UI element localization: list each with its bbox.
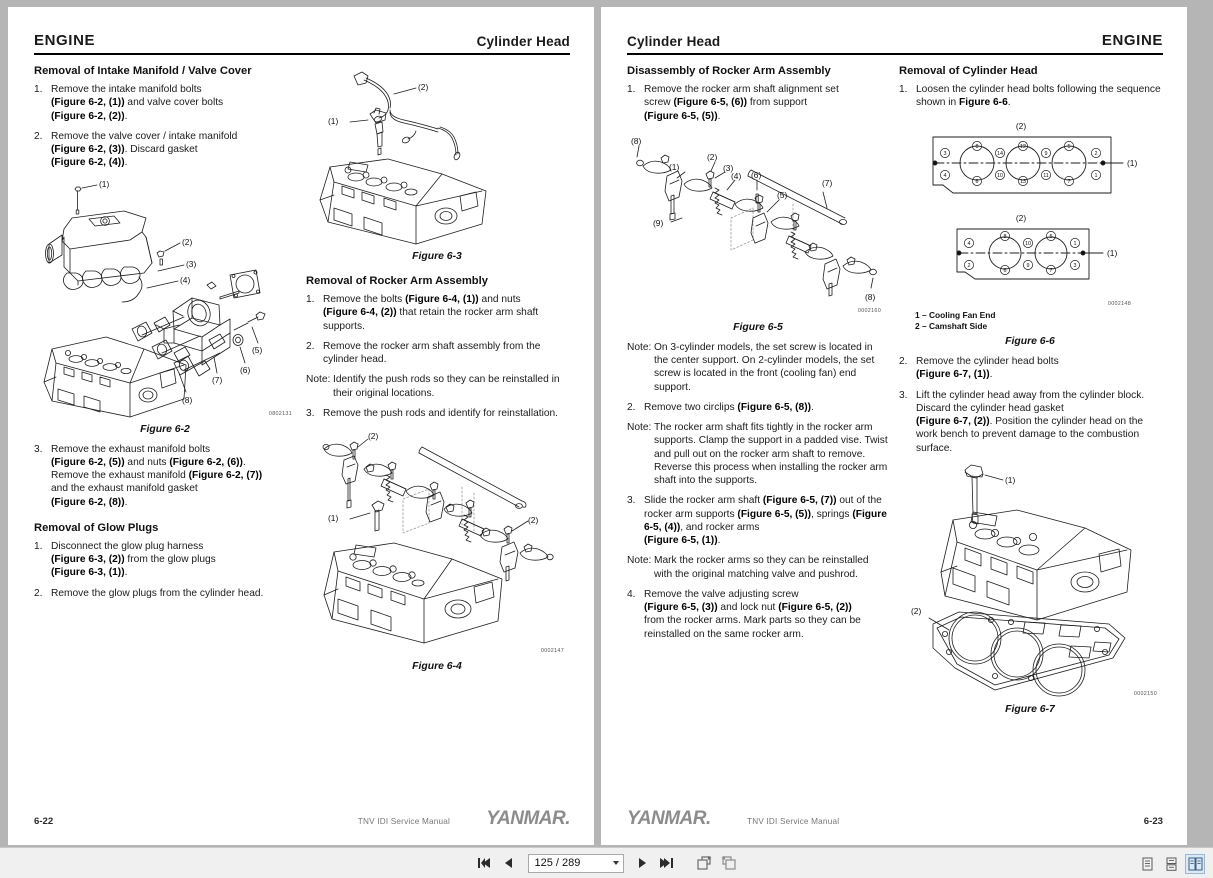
note-text: The rocker arm shaft fits tightly in the rocker arm supports. Clamp the support in a padded vise. Twist and pull out on the rocker arm shaft to remove. Reverse this process when installing the rocker arm shaft into the supports. (654, 422, 888, 486)
step-text (51, 443, 296, 509)
note-label: Note: (627, 341, 652, 353)
svg-text:6: 6 (1003, 267, 1007, 274)
step-text (916, 355, 1161, 382)
svg-text:(2): (2) (368, 431, 379, 441)
step-number: 2. (34, 587, 43, 599)
running-head-section: ENGINE (1101, 32, 1163, 49)
t: . (124, 496, 128, 508)
chevron-down-icon[interactable] (613, 861, 619, 865)
step-text (644, 588, 889, 641)
yanmar-logo: YANMAR. (486, 808, 570, 829)
t: and lock nut (717, 602, 779, 613)
t: Loosen the cylinder head bolts following the sequence shown in (916, 84, 1161, 109)
fig-ref: (Figure 6-2, (8)) (51, 496, 125, 508)
step-item (899, 83, 1161, 110)
svg-text:(8): (8) (865, 291, 876, 302)
fig-ref: (Figure 6-7, (2)) (916, 416, 990, 428)
single-page-icon (1141, 857, 1154, 871)
fig-ref: (Figure 6-5, (3)) (644, 602, 718, 613)
t: . (717, 535, 721, 546)
step-number: 3. (306, 407, 315, 419)
fig-ref: (Figure 6-2, (5)) (51, 456, 125, 468)
heading-removal-glow-plugs: Removal of Glow Plugs (34, 521, 159, 534)
step-item (627, 401, 889, 414)
step-item (899, 389, 1161, 455)
running-head-topic: Cylinder Head (627, 34, 721, 49)
previous-page-icon (503, 857, 515, 869)
fig-ref: (Figure 6-2, (3)) (51, 144, 125, 155)
svg-text:7: 7 (1067, 178, 1071, 185)
figure-part-number: 0002160 (857, 307, 881, 314)
continuous-scroll-view-button[interactable] (1161, 854, 1181, 874)
svg-text:3: 3 (943, 150, 947, 157)
fig-ref: (Figure 6-3, (1)) (51, 567, 125, 579)
figure-6-4-drawing (306, 427, 568, 659)
t: Remove the valve adjusting screw (644, 588, 799, 600)
svg-text:10: 10 (997, 172, 1003, 179)
figure-part-number: 0002148 (1107, 301, 1131, 308)
t: from the glow plugs (124, 554, 216, 565)
svg-text:7: 7 (1049, 267, 1053, 274)
fig-ref: Figure 6-6 (959, 97, 1008, 109)
svg-text:(6): (6) (751, 169, 762, 180)
fig-ref: (Figure 6-5, (5)) (644, 110, 718, 122)
page-number-input[interactable] (528, 854, 624, 873)
t: from support (747, 97, 808, 109)
toolbar-navigation-group (477, 854, 737, 873)
svg-text:(9): (9) (653, 217, 664, 228)
running-head-topic: Cylinder Head (476, 34, 570, 49)
toolbar-view-modes (1137, 848, 1205, 878)
left-page-column-2 (306, 64, 568, 680)
svg-text:2: 2 (1094, 150, 1098, 157)
fig-ref: (Figure 6-5, (1)) (644, 535, 718, 546)
figure-6-7-drawing (899, 462, 1161, 702)
svg-text:(7): (7) (822, 177, 833, 188)
t: , and rocker arms (680, 521, 760, 533)
step-number: 1. (34, 540, 43, 552)
figure-6-6 (899, 117, 1161, 348)
note-text: On 3-cylinder models, the set screw is located in the center support. On 2-cylinder models, the set screw is located in the front (cooling fan) end support. (654, 341, 875, 393)
note-label: Note: (627, 555, 652, 567)
svg-text:14: 14 (997, 150, 1003, 157)
figure-6-5-drawing (627, 130, 889, 320)
svg-text:1: 1 (1094, 172, 1098, 179)
step-text (51, 83, 296, 123)
figure-6-3-caption: Figure 6-3 (412, 251, 462, 262)
svg-text:(8): (8) (182, 394, 193, 405)
svg-text:12: 12 (1020, 143, 1026, 150)
next-page-button[interactable] (634, 854, 651, 873)
svg-text:9: 9 (1044, 150, 1048, 157)
svg-text:6: 6 (975, 178, 979, 185)
t: . (1007, 97, 1011, 109)
svg-text:(2): (2) (418, 82, 429, 92)
svg-text:(2): (2) (911, 605, 922, 616)
figure-6-2 (34, 177, 296, 435)
fig-ref: (Figure 6-4, (2)) (323, 307, 397, 319)
figure-6-6-caption: Figure 6-6 (1005, 336, 1055, 348)
t: Disconnect the glow plug harness (51, 540, 204, 552)
t: out of the rocker arm supports (644, 495, 882, 520)
t: from the rocker arms. Mark parts so they can be reinstalled on the same rocker arm. (644, 615, 861, 640)
running-head-section: ENGINE (34, 32, 96, 49)
step-item (627, 83, 889, 123)
fig-ref: (Figure 6-5, (7)) (762, 495, 837, 507)
heading-removal-cylinder-head: Removal of Cylinder Head (899, 65, 1038, 77)
step-number: 3. (627, 495, 636, 507)
next-page-icon (636, 857, 648, 869)
note-text: Identify the push rods so they can be reinstalled in their original locations. (333, 374, 560, 399)
svg-text:(2): (2) (1015, 212, 1027, 223)
left-page-column-1 (34, 64, 296, 607)
step-text (323, 293, 568, 333)
figure-6-7 (899, 462, 1161, 715)
step-item (34, 587, 296, 600)
first-page-button[interactable] (477, 854, 494, 873)
svg-text:(2): (2) (182, 236, 193, 247)
figure-6-4 (306, 427, 568, 672)
fig-ref: (Figure 6-2, (4)) (51, 157, 125, 169)
fig-ref: (Figure 6-7, (1)) (916, 369, 990, 381)
step-item (306, 407, 568, 420)
step-item (306, 293, 568, 333)
t: that retain the rocker arm shaft (396, 307, 539, 319)
svg-text:5: 5 (1067, 143, 1071, 150)
note-label: Note: (627, 422, 652, 433)
svg-text:1: 1 (1073, 240, 1077, 247)
heading-removal-intake-manifold: Removal of Intake Manifold / Valve Cover (34, 65, 252, 77)
step-text: Remove the glow plugs from the cylinder head. (51, 587, 264, 599)
step-text (644, 401, 889, 414)
rotate-cw-icon (721, 856, 736, 870)
svg-text:9: 9 (1026, 262, 1030, 269)
step-number: 1. (306, 294, 315, 305)
svg-text:(1): (1) (328, 513, 339, 523)
t: and the exhaust manifold gasket (51, 483, 198, 495)
note-item (306, 373, 568, 400)
figure-6-3-drawing (306, 64, 568, 249)
figure-6-3 (306, 64, 568, 262)
svg-text:(2): (2) (528, 515, 539, 525)
svg-text:(1): (1) (99, 178, 110, 189)
continuous-scroll-icon (1165, 857, 1178, 871)
step-number: 1. (899, 84, 908, 95)
svg-text:2: 2 (967, 262, 971, 269)
note-item (627, 421, 889, 487)
t: . (124, 567, 128, 579)
t: Remove the cylinder head bolts (916, 356, 1059, 368)
heading-disassembly-rocker-arm: Disassembly of Rocker Arm Assembly (627, 65, 831, 77)
svg-text:(4): (4) (731, 170, 742, 181)
page-right (601, 7, 1187, 845)
t: Remove the valve cover / intake manifold (51, 130, 238, 142)
t: and valve cover bolts (124, 97, 224, 109)
svg-text:(2): (2) (707, 151, 718, 162)
svg-text:(1): (1) (1127, 157, 1138, 168)
figure-6-2-caption: Figure 6-2 (140, 423, 190, 435)
figure-part-number: 0002147 (540, 648, 564, 654)
last-page-icon (659, 857, 673, 869)
figure-part-number: 0002150 (1133, 690, 1157, 697)
step-number: 2. (627, 401, 636, 413)
manual-title: TNV IDI Service Manual (357, 817, 450, 826)
t: Remove the bolts (323, 294, 406, 305)
t: . (811, 401, 814, 413)
t: Remove the exhaust manifold (51, 470, 189, 481)
yanmar-logo: YANMAR. (627, 808, 711, 829)
t: Remove the rocker arm shaft alignment set (644, 84, 839, 95)
svg-text:(1): (1) (328, 116, 339, 126)
facing-pages-icon (1188, 857, 1203, 871)
t: . (124, 110, 128, 122)
note-text: Mark the rocker arms so they can be reinstalled with the original matching valve and pushrod. (654, 555, 869, 580)
t: , springs (811, 508, 853, 520)
t: . Discard gasket (124, 144, 198, 155)
step-item (34, 540, 296, 580)
t: Remove the exhaust manifold bolts (51, 443, 211, 455)
figure-6-4-caption: Figure 6-4 (412, 661, 462, 672)
fig-ref: (Figure 6-2, (7)) (188, 470, 263, 481)
rotate-ccw-icon (697, 856, 712, 870)
t: supports. (323, 320, 365, 332)
viewer-toolbar (0, 847, 1213, 878)
svg-text:(3): (3) (186, 258, 197, 269)
step-number: 1. (627, 84, 636, 95)
svg-text:(6): (6) (240, 364, 251, 375)
fig-ref: (Figure 6-2, (6)) (169, 456, 243, 468)
page-number-value: 125 / 289 (534, 857, 581, 869)
page-footer-right (627, 809, 1163, 827)
step-text (916, 389, 1161, 455)
figure-6-2-drawing (34, 177, 296, 422)
svg-text:8: 8 (975, 143, 979, 150)
t: . (717, 110, 721, 122)
fig-ref: (Figure 6-5, (5)) (737, 508, 812, 520)
page-footer-left (34, 809, 570, 827)
right-page-column-2 (899, 64, 1161, 723)
step-text (51, 540, 296, 580)
note-label: Note: (306, 374, 331, 386)
note-item (627, 341, 889, 394)
fig-ref: (Figure 6-4, (1)) (405, 294, 479, 305)
t: screw (644, 97, 674, 109)
figure-part-number: 0802131 (268, 410, 292, 417)
t: Slide the rocker arm shaft (644, 495, 763, 507)
folio-number: 6-22 (34, 816, 54, 827)
fig-ref: (Figure 6-3, (2)) (51, 554, 125, 565)
previous-page-button[interactable] (501, 854, 518, 873)
manual-title: TNV IDI Service Manual (747, 817, 840, 826)
fig-ref: (Figure 6-5, (2)) (778, 602, 852, 613)
note-item (627, 554, 889, 581)
svg-text:(1): (1) (1107, 247, 1118, 258)
t: and nuts (124, 456, 170, 468)
t: Remove the intake manifold bolts (51, 84, 202, 95)
figure-6-5 (627, 130, 889, 333)
rotate-counterclockwise-button[interactable] (696, 854, 713, 873)
svg-text:13: 13 (1020, 178, 1026, 185)
svg-text:(4): (4) (180, 274, 191, 285)
step-item (34, 130, 296, 170)
step-number: 4. (627, 588, 636, 600)
running-head-right (627, 29, 1163, 55)
step-number: 1. (34, 84, 43, 95)
heading-removal-rocker-arm-assembly: Removal of Rocker Arm Assembly (306, 275, 488, 287)
step-item (627, 494, 889, 547)
svg-text:(3): (3) (723, 162, 734, 173)
facing-pages-view-button[interactable] (1185, 854, 1205, 874)
fig-ref: (Figure 6-5, (8)) (737, 401, 812, 413)
step-text (51, 130, 296, 170)
step-number: 3. (899, 389, 908, 401)
step-text: Remove the rocker arm shaft assembly from the cylinder head. (323, 340, 541, 365)
step-number: 2. (899, 356, 908, 368)
step-text (644, 83, 889, 123)
step-text (644, 494, 889, 547)
figure-6-6-legend (915, 310, 1161, 333)
step-item (899, 355, 1161, 382)
step-number: 2. (34, 130, 43, 142)
t: and nuts (478, 294, 521, 305)
step-number: 3. (34, 443, 43, 455)
rotate-clockwise-button[interactable] (720, 854, 737, 873)
right-page-column-1 (627, 64, 889, 648)
svg-text:8: 8 (1003, 233, 1007, 240)
svg-text:(7): (7) (212, 374, 223, 385)
svg-text:4: 4 (943, 172, 947, 179)
legend-line-2: 2 – Camshaft Side (915, 320, 988, 331)
figure-6-6-drawing (899, 117, 1161, 307)
page-left (8, 7, 594, 845)
svg-text:(1): (1) (669, 161, 680, 172)
step-item (34, 443, 296, 509)
last-page-button[interactable] (658, 854, 675, 873)
single-page-view-button[interactable] (1137, 854, 1157, 874)
svg-text:5: 5 (1049, 233, 1053, 240)
t: . (989, 369, 993, 381)
t: . Position the cylinder head on the work bench to prevent damage to the combustion surface. (916, 416, 1144, 454)
step-text: Remove the push rods and identify for reinstallation. (323, 407, 559, 419)
fig-ref: (Figure 6-5, (6)) (673, 97, 748, 109)
step-item (627, 588, 889, 641)
svg-text:(1): (1) (1005, 474, 1016, 485)
step-text (916, 83, 1161, 110)
t: . (124, 157, 128, 169)
step-item (34, 83, 296, 123)
step-number: 2. (306, 340, 315, 352)
svg-text:4: 4 (967, 240, 971, 247)
t: Remove two circlips (644, 401, 738, 413)
fig-ref: (Figure 6-2, (2)) (51, 110, 125, 122)
fig-ref: (Figure 6-5, (4)) (644, 508, 887, 533)
fig-ref: (Figure 6-2, (1)) (51, 97, 125, 109)
svg-text:(5): (5) (252, 344, 263, 355)
svg-text:(2): (2) (1015, 120, 1027, 131)
svg-text:3: 3 (1073, 262, 1077, 269)
step-item (306, 340, 568, 367)
svg-text:(5): (5) (777, 189, 788, 200)
running-head-left (34, 29, 570, 55)
figure-6-5-caption: Figure 6-5 (733, 321, 783, 333)
first-page-icon (478, 857, 492, 869)
legend-line-1: 1 – Cooling Fan End (915, 309, 996, 320)
t: . (242, 456, 246, 468)
t: Lift the cylinder head away from the cylinder block. Discard the cylinder head gasket (916, 389, 1145, 414)
folio-number: 6-23 (1143, 816, 1163, 827)
figure-6-7-caption: Figure 6-7 (1005, 703, 1055, 715)
svg-text:(8): (8) (631, 135, 642, 146)
svg-text:10: 10 (1025, 240, 1031, 247)
svg-text:11: 11 (1043, 172, 1049, 179)
